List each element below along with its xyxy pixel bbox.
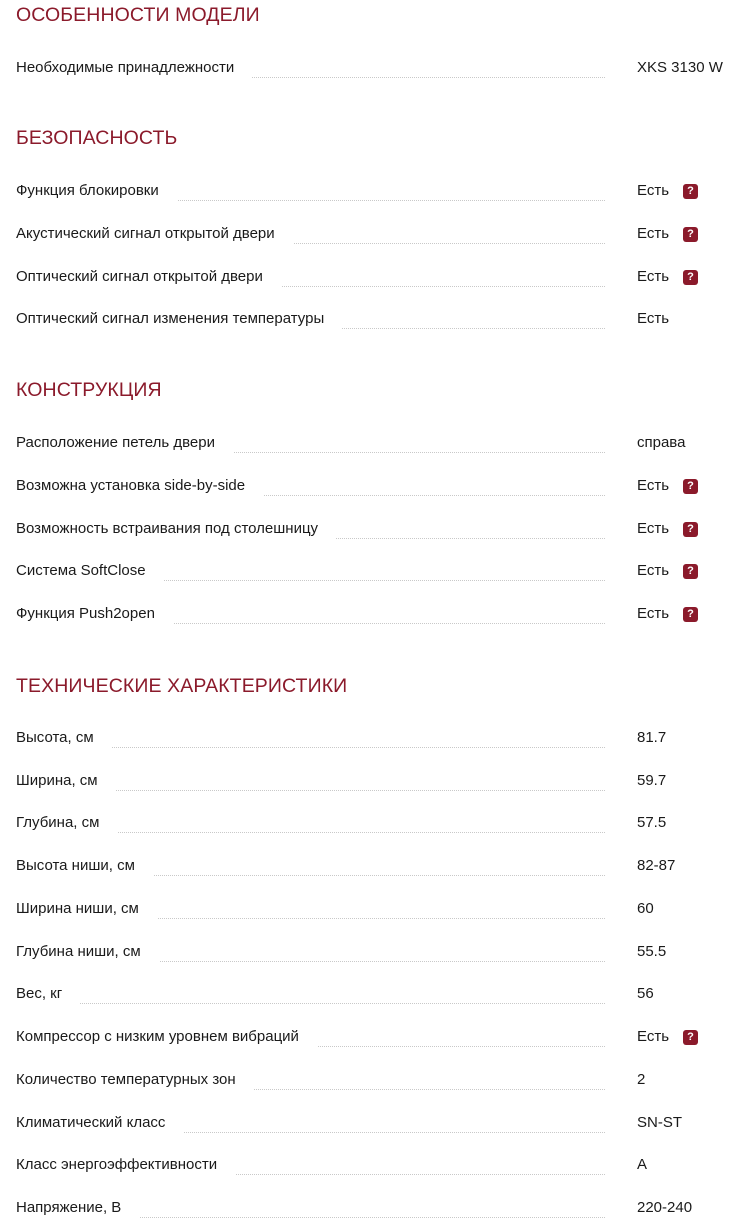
spec-value-text: 56: [637, 985, 654, 1002]
spec-row: [0, 433, 753, 463]
spec-label: Функция Push2open: [16, 604, 173, 624]
spec-label: Ширина, см: [16, 771, 116, 791]
spec-label: Глубина, см: [16, 813, 117, 833]
spec-value: [637, 309, 669, 329]
spec-row: [0, 771, 753, 801]
dotted-leader: [16, 1003, 605, 1004]
help-icon[interactable]: ?: [683, 564, 698, 579]
spec-label: Возможность встраивания под столешницу: [16, 519, 336, 539]
spec-label: Оптический сигнал открытой двери: [16, 267, 281, 287]
spec-value: [637, 771, 666, 791]
help-icon[interactable]: ?: [683, 479, 698, 494]
section-title-safety: БЕЗОПАСНОСТЬ: [16, 127, 178, 149]
spec-value-text: Есть: [637, 605, 670, 622]
spec-value: [637, 1155, 647, 1175]
spec-label: Высота ниши, см: [16, 856, 153, 876]
spec-value: [637, 181, 698, 201]
spec-value-text: A: [637, 1156, 648, 1173]
spec-row: [0, 856, 753, 886]
spec-label: Напряжение, В: [16, 1198, 139, 1218]
spec-value-text: 2: [637, 1071, 646, 1088]
spec-row: [0, 1113, 753, 1143]
section-title-construction: КОНСТРУКЦИЯ: [16, 379, 162, 401]
spec-label: Класс энергоэффективности: [16, 1155, 235, 1175]
spec-value: [637, 984, 654, 1004]
spec-value-text: SN-ST: [637, 1114, 682, 1131]
spec-value-text: Есть: [637, 225, 670, 242]
section-title-features: ОСОБЕННОСТИ МОДЕЛИ: [16, 4, 260, 26]
spec-value-text: справа: [637, 434, 686, 451]
spec-value-text: Есть: [637, 520, 670, 537]
help-icon[interactable]: ?: [683, 607, 698, 622]
spec-row: [0, 309, 753, 339]
spec-row: [0, 984, 753, 1014]
spec-row: [0, 181, 753, 211]
spec-row: [0, 1027, 753, 1057]
spec-label: Высота, см: [16, 728, 112, 748]
spec-row: [0, 899, 753, 929]
spec-label: Глубина ниши, см: [16, 942, 159, 962]
spec-label: Акустический сигнал открытой двери: [16, 224, 293, 244]
spec-label: Компрессор с низким уровнем вибраций: [16, 1027, 317, 1047]
spec-value: [637, 728, 666, 748]
spec-row: [0, 1155, 753, 1185]
spec-value: [637, 856, 675, 876]
spec-value: [637, 561, 698, 581]
spec-value-text: 59.7: [637, 772, 667, 789]
spec-value-text: 220-240: [637, 1199, 693, 1216]
spec-row: [0, 224, 753, 254]
spec-value: [637, 1070, 645, 1090]
spec-value: [637, 1027, 698, 1047]
help-icon[interactable]: ?: [683, 270, 698, 285]
spec-row: [0, 942, 753, 972]
spec-value-text: Есть: [637, 477, 670, 494]
spec-value: [637, 942, 666, 962]
spec-value: [637, 813, 666, 833]
spec-label: Климатический класс: [16, 1113, 183, 1133]
spec-value: [637, 224, 698, 244]
spec-value-text: 57.5: [637, 814, 667, 831]
spec-value-text: 55.5: [637, 943, 667, 960]
spec-label: Функция блокировки: [16, 181, 177, 201]
spec-row: [0, 519, 753, 549]
spec-value-text: 60: [637, 900, 654, 917]
spec-value: [637, 433, 685, 453]
spec-value-text: Есть: [637, 310, 670, 327]
spec-value: [637, 1198, 692, 1218]
spec-value-text: Есть: [637, 1028, 670, 1045]
spec-value-text: 82-87: [637, 857, 676, 874]
spec-label: Возможна установка side-by-side: [16, 476, 263, 496]
spec-row: [0, 1070, 753, 1100]
section-title-tech-specs: ТЕХНИЧЕСКИЕ ХАРАКТЕРИСТИКИ: [16, 675, 348, 697]
spec-row: [0, 58, 753, 88]
spec-label: Вес, кг: [16, 984, 80, 1004]
spec-value-text: XKS 3130 W: [637, 59, 723, 76]
spec-value: [637, 519, 698, 539]
spec-label: Расположение петель двери: [16, 433, 233, 453]
help-icon[interactable]: ?: [683, 1030, 698, 1045]
help-icon[interactable]: ?: [683, 522, 698, 537]
spec-value-text: Есть: [637, 268, 670, 285]
spec-label: Ширина ниши, см: [16, 899, 157, 919]
spec-label: Система SoftClose: [16, 561, 164, 581]
spec-row: [0, 813, 753, 843]
spec-value: [637, 476, 698, 496]
spec-value-text: Есть: [637, 562, 670, 579]
help-icon[interactable]: ?: [683, 227, 698, 242]
spec-value: [637, 604, 698, 624]
help-icon[interactable]: ?: [683, 184, 698, 199]
spec-label: Количество температурных зон: [16, 1070, 254, 1090]
spec-label: Необходимые принадлежности: [16, 58, 252, 78]
spec-row: [0, 728, 753, 758]
spec-row: [0, 604, 753, 634]
spec-value-text: Есть: [637, 182, 670, 199]
spec-value-text: 81.7: [637, 729, 667, 746]
spec-label: Оптический сигнал изменения температуры: [16, 309, 342, 329]
spec-value: [637, 58, 723, 78]
spec-value: [637, 899, 654, 919]
spec-row: [0, 561, 753, 591]
spec-row: [0, 1198, 753, 1221]
spec-value: [637, 1113, 682, 1133]
spec-row: [0, 267, 753, 297]
spec-row: [0, 476, 753, 506]
spec-value: [637, 267, 698, 287]
